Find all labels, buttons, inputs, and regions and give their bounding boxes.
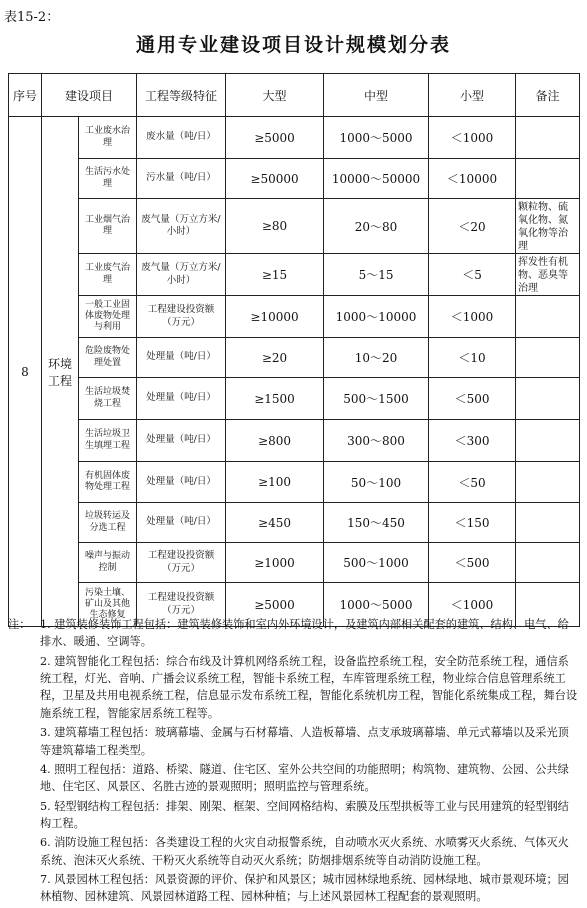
large-cell: ≥100 bbox=[226, 462, 324, 503]
table-row bbox=[9, 543, 580, 583]
unit-cell: 处理量（吨/日） bbox=[137, 378, 226, 420]
unit-cell: 污水量（吨/日） bbox=[137, 159, 226, 199]
header-row bbox=[9, 74, 580, 117]
project-cell: 垃圾转运及分选工程 bbox=[79, 503, 137, 543]
small-cell: ＜10 bbox=[429, 338, 516, 378]
unit-cell: 废气量（万立方米/小时） bbox=[137, 254, 226, 296]
table-row bbox=[9, 420, 580, 462]
unit-cell: 处理量（吨/日） bbox=[137, 462, 226, 503]
small-cell: ＜500 bbox=[429, 378, 516, 420]
note-cell bbox=[516, 378, 580, 420]
page-title: 通用专业建设项目设计规模划分表 bbox=[135, 34, 451, 56]
small-cell: ＜1000 bbox=[429, 117, 516, 159]
note-item: 6. 消防设施工程包括：各类建设工程的火灾自动报警系统，自动喷水灭火系统、水喷雾灭火系统、气体灭火系统、泡沫灭火系统、干粉灭火系统等自动灭火系统；防烟排烟系统等自动消防设施工程。 bbox=[40, 836, 569, 867]
project-cell: 生活污水处理 bbox=[79, 159, 137, 199]
note-cell bbox=[516, 462, 580, 503]
table-row bbox=[9, 503, 580, 543]
large-cell: ≥1500 bbox=[226, 378, 324, 420]
small-cell: ＜500 bbox=[429, 543, 516, 583]
row-seq: 8 bbox=[9, 117, 42, 627]
project-cell: 噪声与振动控制 bbox=[79, 543, 137, 583]
table-row bbox=[9, 117, 580, 159]
unit-cell: 工程建设投资额（万元） bbox=[137, 583, 226, 627]
header-small: 小型 bbox=[429, 74, 516, 117]
header-project: 建设项目 bbox=[42, 74, 137, 117]
project-cell: 一般工业固体废物处理与利用 bbox=[79, 296, 137, 338]
project-cell: 工业废水治理 bbox=[79, 117, 137, 159]
medium-cell: 300～800 bbox=[324, 420, 429, 462]
note-cell bbox=[516, 338, 580, 378]
note-item: 3. 建筑幕墙工程包括：玻璃幕墙、金属与石材幕墙、人造板幕墙、点支承玻璃幕墙、单元式幕墙以及采光顶等建筑幕墙工程类型。 bbox=[40, 726, 569, 757]
small-cell: ＜10000 bbox=[429, 159, 516, 199]
large-cell: ≥80 bbox=[226, 199, 324, 254]
project-cell: 生活垃圾焚烧工程 bbox=[79, 378, 137, 420]
row-category: 环境工程 bbox=[42, 117, 79, 627]
large-cell: ≥800 bbox=[226, 420, 324, 462]
medium-cell: 1000～10000 bbox=[324, 296, 429, 338]
medium-cell: 10000～50000 bbox=[324, 159, 429, 199]
note-cell bbox=[516, 117, 580, 159]
large-cell: ≥15 bbox=[226, 254, 324, 296]
unit-cell: 处理量（吨/日） bbox=[137, 503, 226, 543]
medium-cell: 50～100 bbox=[324, 462, 429, 503]
medium-cell: 1000～5000 bbox=[324, 583, 429, 627]
medium-cell: 500～1500 bbox=[324, 378, 429, 420]
header-seq: 序号 bbox=[9, 74, 42, 117]
unit-cell: 废气量（万立方米/小时） bbox=[137, 199, 226, 254]
note-cell: 挥发性有机物、恶臭等治理 bbox=[516, 254, 580, 296]
unit-cell: 处理量（吨/日） bbox=[137, 420, 226, 462]
note-item: 2. 建筑智能化工程包括：综合布线及计算机网络系统工程，设备监控系统工程，安全防范系统工程，通信系统工程，灯光、音响、广播会议系统工程，智能卡系统工程，车库管理系统工程，物业综合信息管理系统工程，卫星及共用电视系统工程，信息显示发布系统工程，智能化系统机房工程，智能化系统集成工程，舞台设施系统工程，智能家居系统工程等。 bbox=[40, 654, 578, 720]
note-item: 7. 风景园林工程包括：风景资源的评价、保护和风景区；城市园林绿地系统、园林绿地、城市景观环境；园林植物、园林建筑、风景园林道路工程、园林种植；与上述风景园林工程配套的景观照明。 bbox=[40, 873, 569, 904]
table-label: 表15-2： bbox=[4, 10, 60, 25]
table-row bbox=[9, 378, 580, 420]
note-item: 1. 建筑装修装饰工程包括：建筑装修装饰和室内外环境设计，及建筑内部相关配套的建筑、结构、电气、给排水、暖通、空调等。 bbox=[40, 618, 569, 649]
header-medium: 中型 bbox=[324, 74, 429, 117]
header-large: 大型 bbox=[226, 74, 324, 117]
medium-cell: 1000～5000 bbox=[324, 117, 429, 159]
large-cell: ≥10000 bbox=[226, 296, 324, 338]
header-feature: 工程等级特征 bbox=[137, 74, 226, 117]
note-cell bbox=[516, 159, 580, 199]
small-cell: ＜300 bbox=[429, 420, 516, 462]
medium-cell: 10～20 bbox=[324, 338, 429, 378]
small-cell: ＜20 bbox=[429, 199, 516, 254]
notes-label: 注： bbox=[8, 618, 31, 631]
note-cell bbox=[516, 420, 580, 462]
small-cell: ＜50 bbox=[429, 462, 516, 503]
large-cell: ≥5000 bbox=[226, 117, 324, 159]
table-row bbox=[9, 296, 580, 338]
unit-cell: 工程建设投资额（万元） bbox=[137, 296, 226, 338]
project-cell: 污染土壤、矿山及其他生态修复 bbox=[79, 583, 137, 627]
project-cell: 有机固体废物处理工程 bbox=[79, 462, 137, 503]
note-item: 4. 照明工程包括：道路、桥梁、隧道、住宅区、室外公共空间的功能照明；构筑物、建筑物、公园、公共绿地、住宅区、风景区、名胜古迹的景观照明；照明监控与管理系统。 bbox=[40, 762, 569, 794]
table-row bbox=[9, 462, 580, 503]
medium-cell: 150～450 bbox=[324, 503, 429, 543]
note-cell bbox=[516, 543, 580, 583]
unit-cell: 废水量（吨/日） bbox=[137, 117, 226, 159]
scale-table bbox=[8, 73, 580, 627]
large-cell: ≥1000 bbox=[226, 543, 324, 583]
project-cell: 危险废物处理处置 bbox=[79, 338, 137, 378]
small-cell: ＜1000 bbox=[429, 296, 516, 338]
note-item: 5. 轻型钢结构工程包括：排架、刚架、框架、空间网格结构、索膜及压型拱板等工业与民用建筑的轻型钢结构工程。 bbox=[40, 799, 569, 830]
table-row bbox=[9, 254, 580, 296]
unit-cell: 处理量（吨/日） bbox=[137, 338, 226, 378]
small-cell: ＜1000 bbox=[429, 583, 516, 627]
header-note: 备注 bbox=[516, 74, 580, 117]
table-row bbox=[9, 159, 580, 199]
project-cell: 生活垃圾卫生填埋工程 bbox=[79, 420, 137, 462]
note-cell bbox=[516, 503, 580, 543]
large-cell: ≥50000 bbox=[226, 159, 324, 199]
medium-cell: 5～15 bbox=[324, 254, 429, 296]
project-cell: 工业烟气治理 bbox=[79, 199, 137, 254]
note-cell bbox=[516, 296, 580, 338]
medium-cell: 20～80 bbox=[324, 199, 429, 254]
small-cell: ＜150 bbox=[429, 503, 516, 543]
large-cell: ≥20 bbox=[226, 338, 324, 378]
large-cell: ≥5000 bbox=[226, 583, 324, 627]
table-row bbox=[9, 338, 580, 378]
project-cell: 工业废气治理 bbox=[79, 254, 137, 296]
small-cell: ＜5 bbox=[429, 254, 516, 296]
table-row bbox=[9, 199, 580, 254]
large-cell: ≥450 bbox=[226, 503, 324, 543]
medium-cell: 500～1000 bbox=[324, 543, 429, 583]
notes-section bbox=[8, 616, 580, 908]
unit-cell: 工程建设投资额（万元） bbox=[137, 543, 226, 583]
note-cell: 颗粒物、硫氧化物、氮氧化物等治理 bbox=[516, 199, 580, 254]
